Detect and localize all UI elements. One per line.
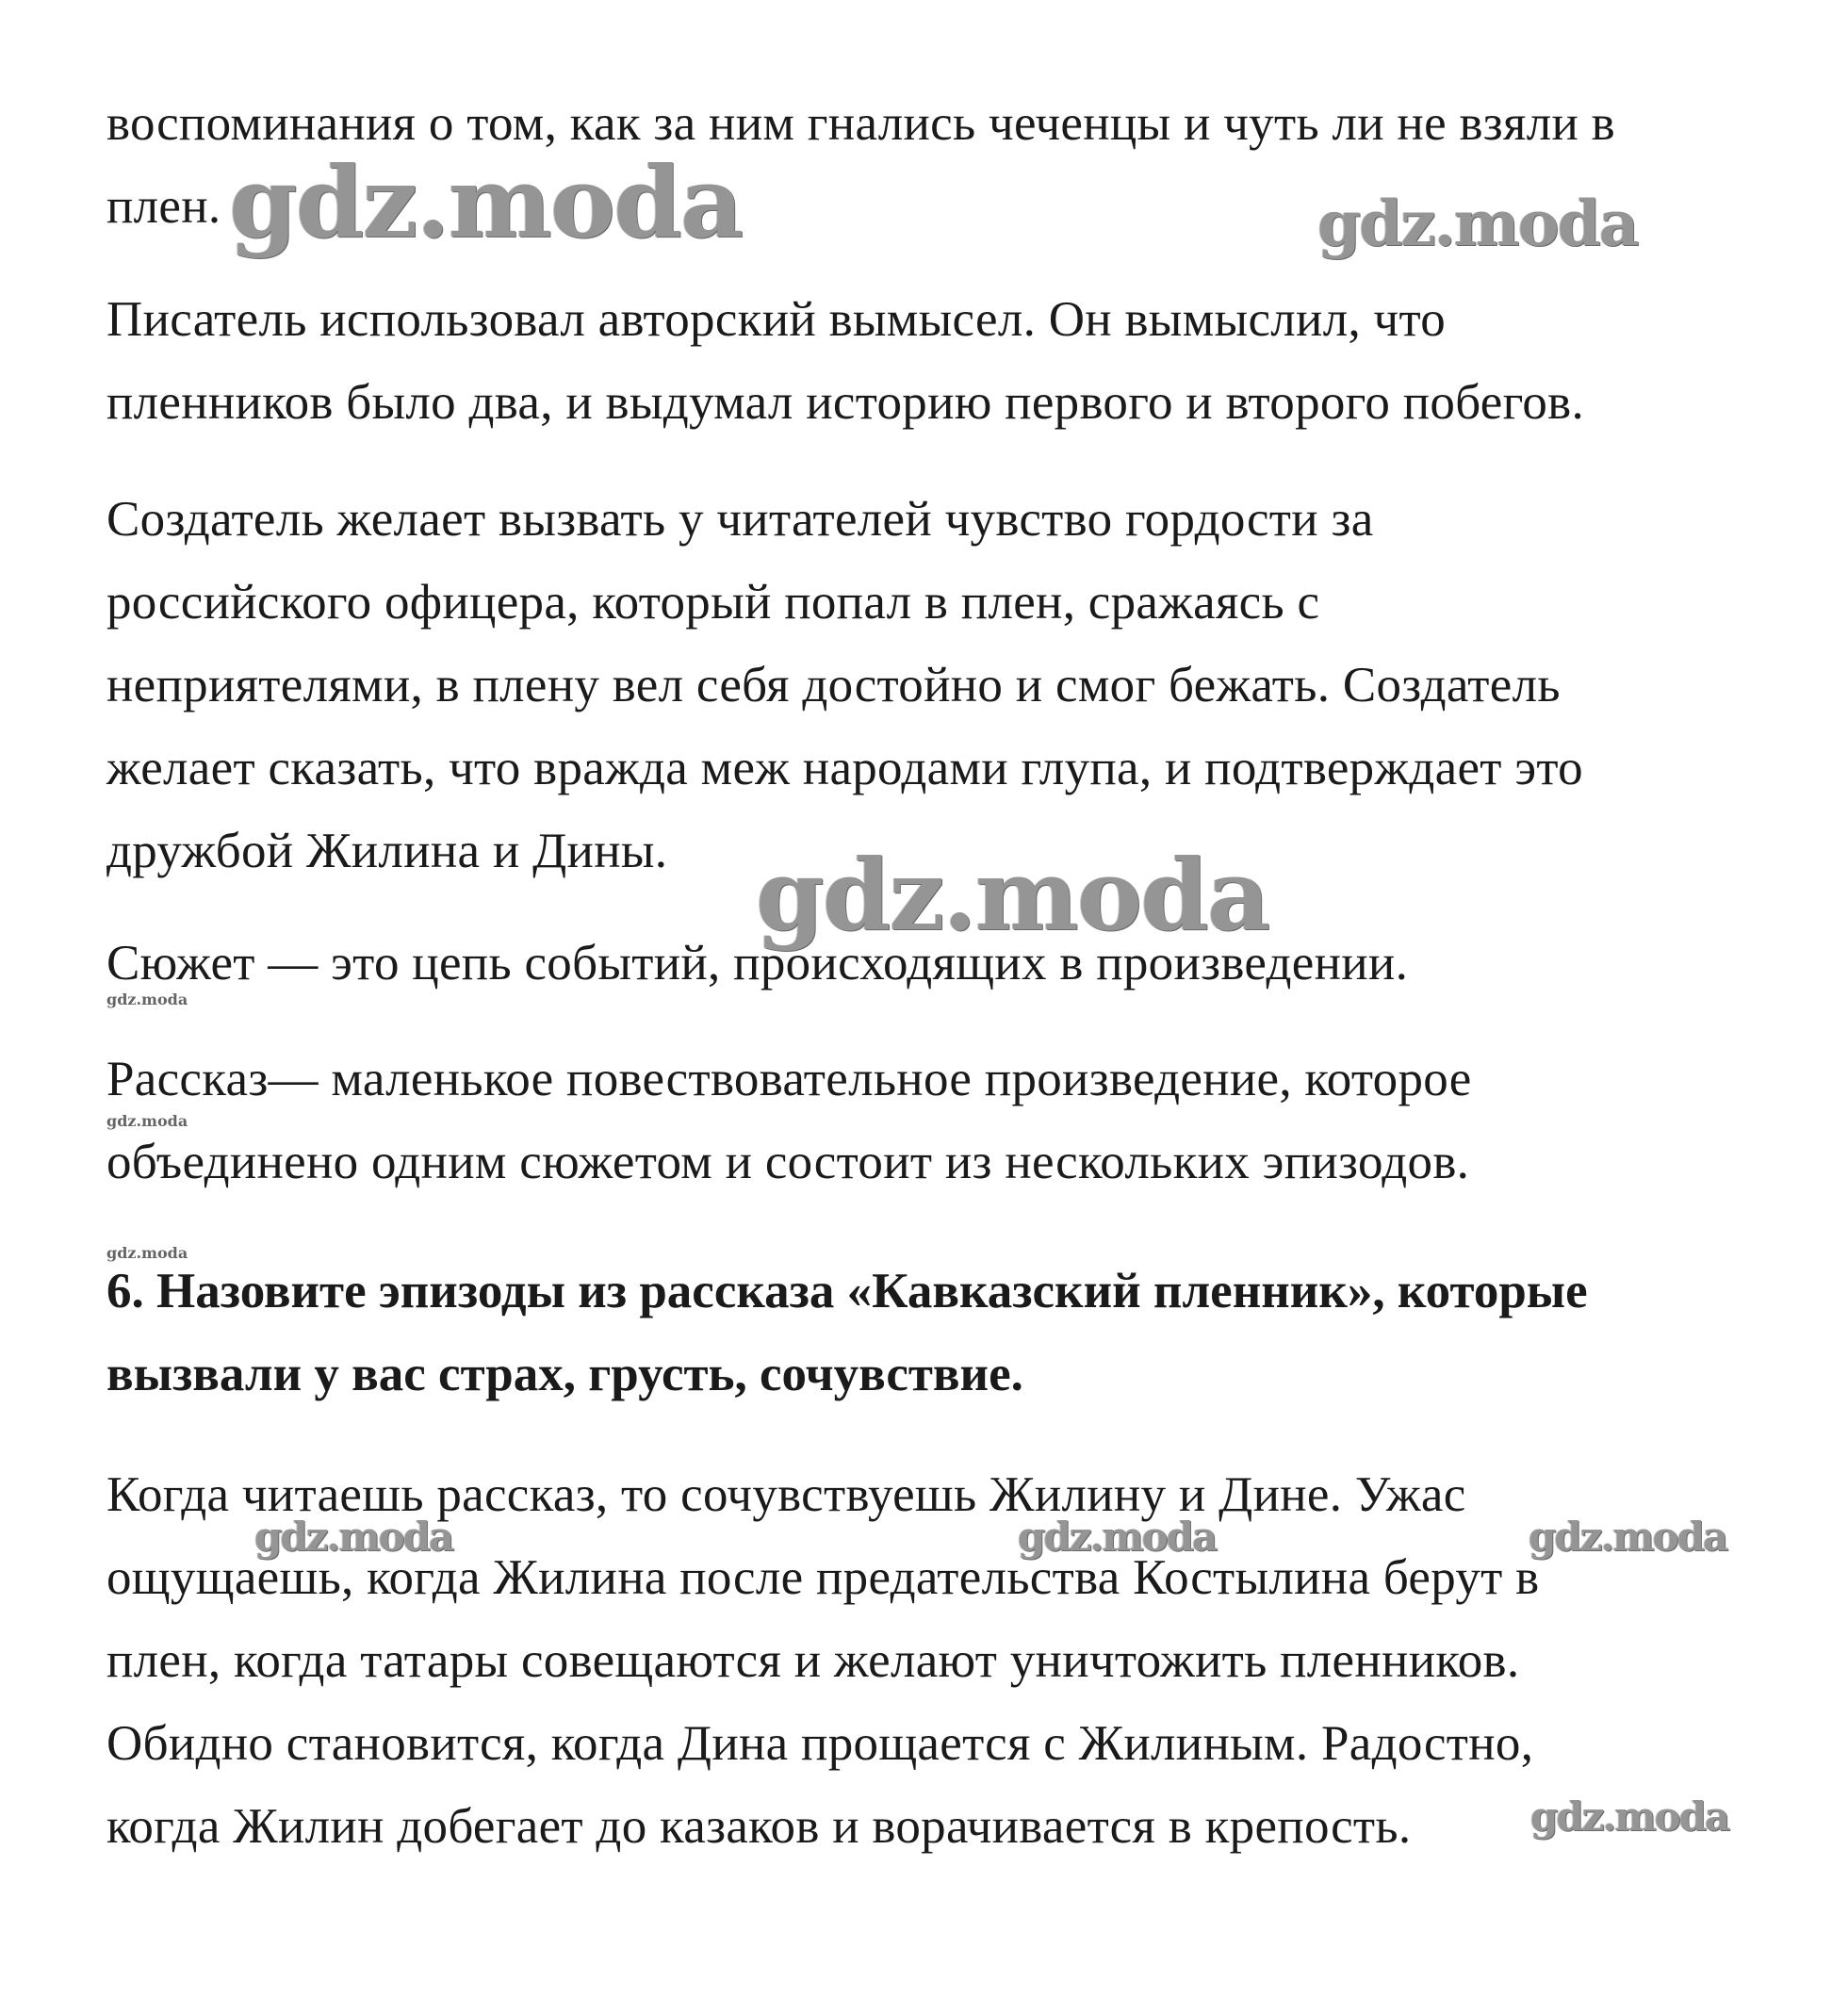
watermark: gdz.moda bbox=[106, 1112, 188, 1130]
text-line: объединено одним сюжетом и состоит из нескольких эпизодов. bbox=[106, 1135, 1470, 1189]
paragraph-3 bbox=[106, 478, 1765, 892]
text-line: Обидно становится, когда Дина прощается с Жилиным. Радостно, bbox=[106, 1716, 1534, 1771]
text-line: российского офицера, который попал в плен, сражаясь с bbox=[106, 575, 1320, 630]
watermark: gdz.moda bbox=[1317, 187, 1638, 260]
text-line: воспоминания о том, как за ним гнались чеченцы и чуть ли не взяли в bbox=[106, 96, 1615, 151]
text-line: Создатель желает вызвать у читателей чувство гордости за bbox=[106, 492, 1374, 547]
watermark: gdz.moda bbox=[106, 990, 188, 1008]
text-line: Когда читаешь рассказ, то сочувствуешь Жилину и Дине. Ужас bbox=[106, 1467, 1466, 1522]
text-line: вызвали у вас страх, грусть, сочувствие. bbox=[106, 1347, 1023, 1401]
watermark: gdz.moda bbox=[229, 144, 743, 260]
text-line: Рассказ— маленькое повествовательное произведение, которое bbox=[106, 1052, 1472, 1106]
watermark: gdz.moda bbox=[254, 1514, 453, 1560]
paragraph-2 bbox=[106, 278, 1765, 444]
paragraph-5 bbox=[106, 1038, 1765, 1203]
text-line: 6. Назовите эпизоды из рассказа «Кавказский пленник», которые bbox=[106, 1264, 1588, 1318]
text-line: Писатель использовал авторский вымысел. Он вымыслил, что bbox=[106, 292, 1447, 347]
text-line: ощущаешь, когда Жилина после предательства Костылина берут в bbox=[106, 1550, 1540, 1605]
watermark: gdz.moda bbox=[1018, 1514, 1217, 1560]
watermark: gdz.moda bbox=[1529, 1514, 1727, 1560]
text-line: когда Жилин добегает до казаков и ворачивается в крепость. bbox=[106, 1799, 1412, 1854]
watermark: gdz.moda bbox=[756, 837, 1269, 953]
text-line: плен. bbox=[106, 179, 221, 234]
text-line: желает сказать, что вражда меж народами глупа, и подтверждает это bbox=[106, 741, 1583, 795]
watermark: gdz.moda bbox=[106, 1244, 188, 1262]
text-line: дружбой Жилина и Дины. bbox=[106, 824, 668, 878]
text-line: плен, когда татары совещаются и желают уничтожить пленников. bbox=[106, 1633, 1520, 1688]
text-line: неприятелями, в плену вел себя достойно и смог бежать. Создатель bbox=[106, 658, 1561, 712]
text-line: Сюжет — это цепь событий, происходящих в произведении. bbox=[106, 936, 1409, 990]
watermark: gdz.moda bbox=[1530, 1793, 1729, 1840]
text-line: пленников было два, и выдумал историю первого и второго побегов. bbox=[106, 375, 1584, 430]
question-heading bbox=[106, 1250, 1765, 1416]
